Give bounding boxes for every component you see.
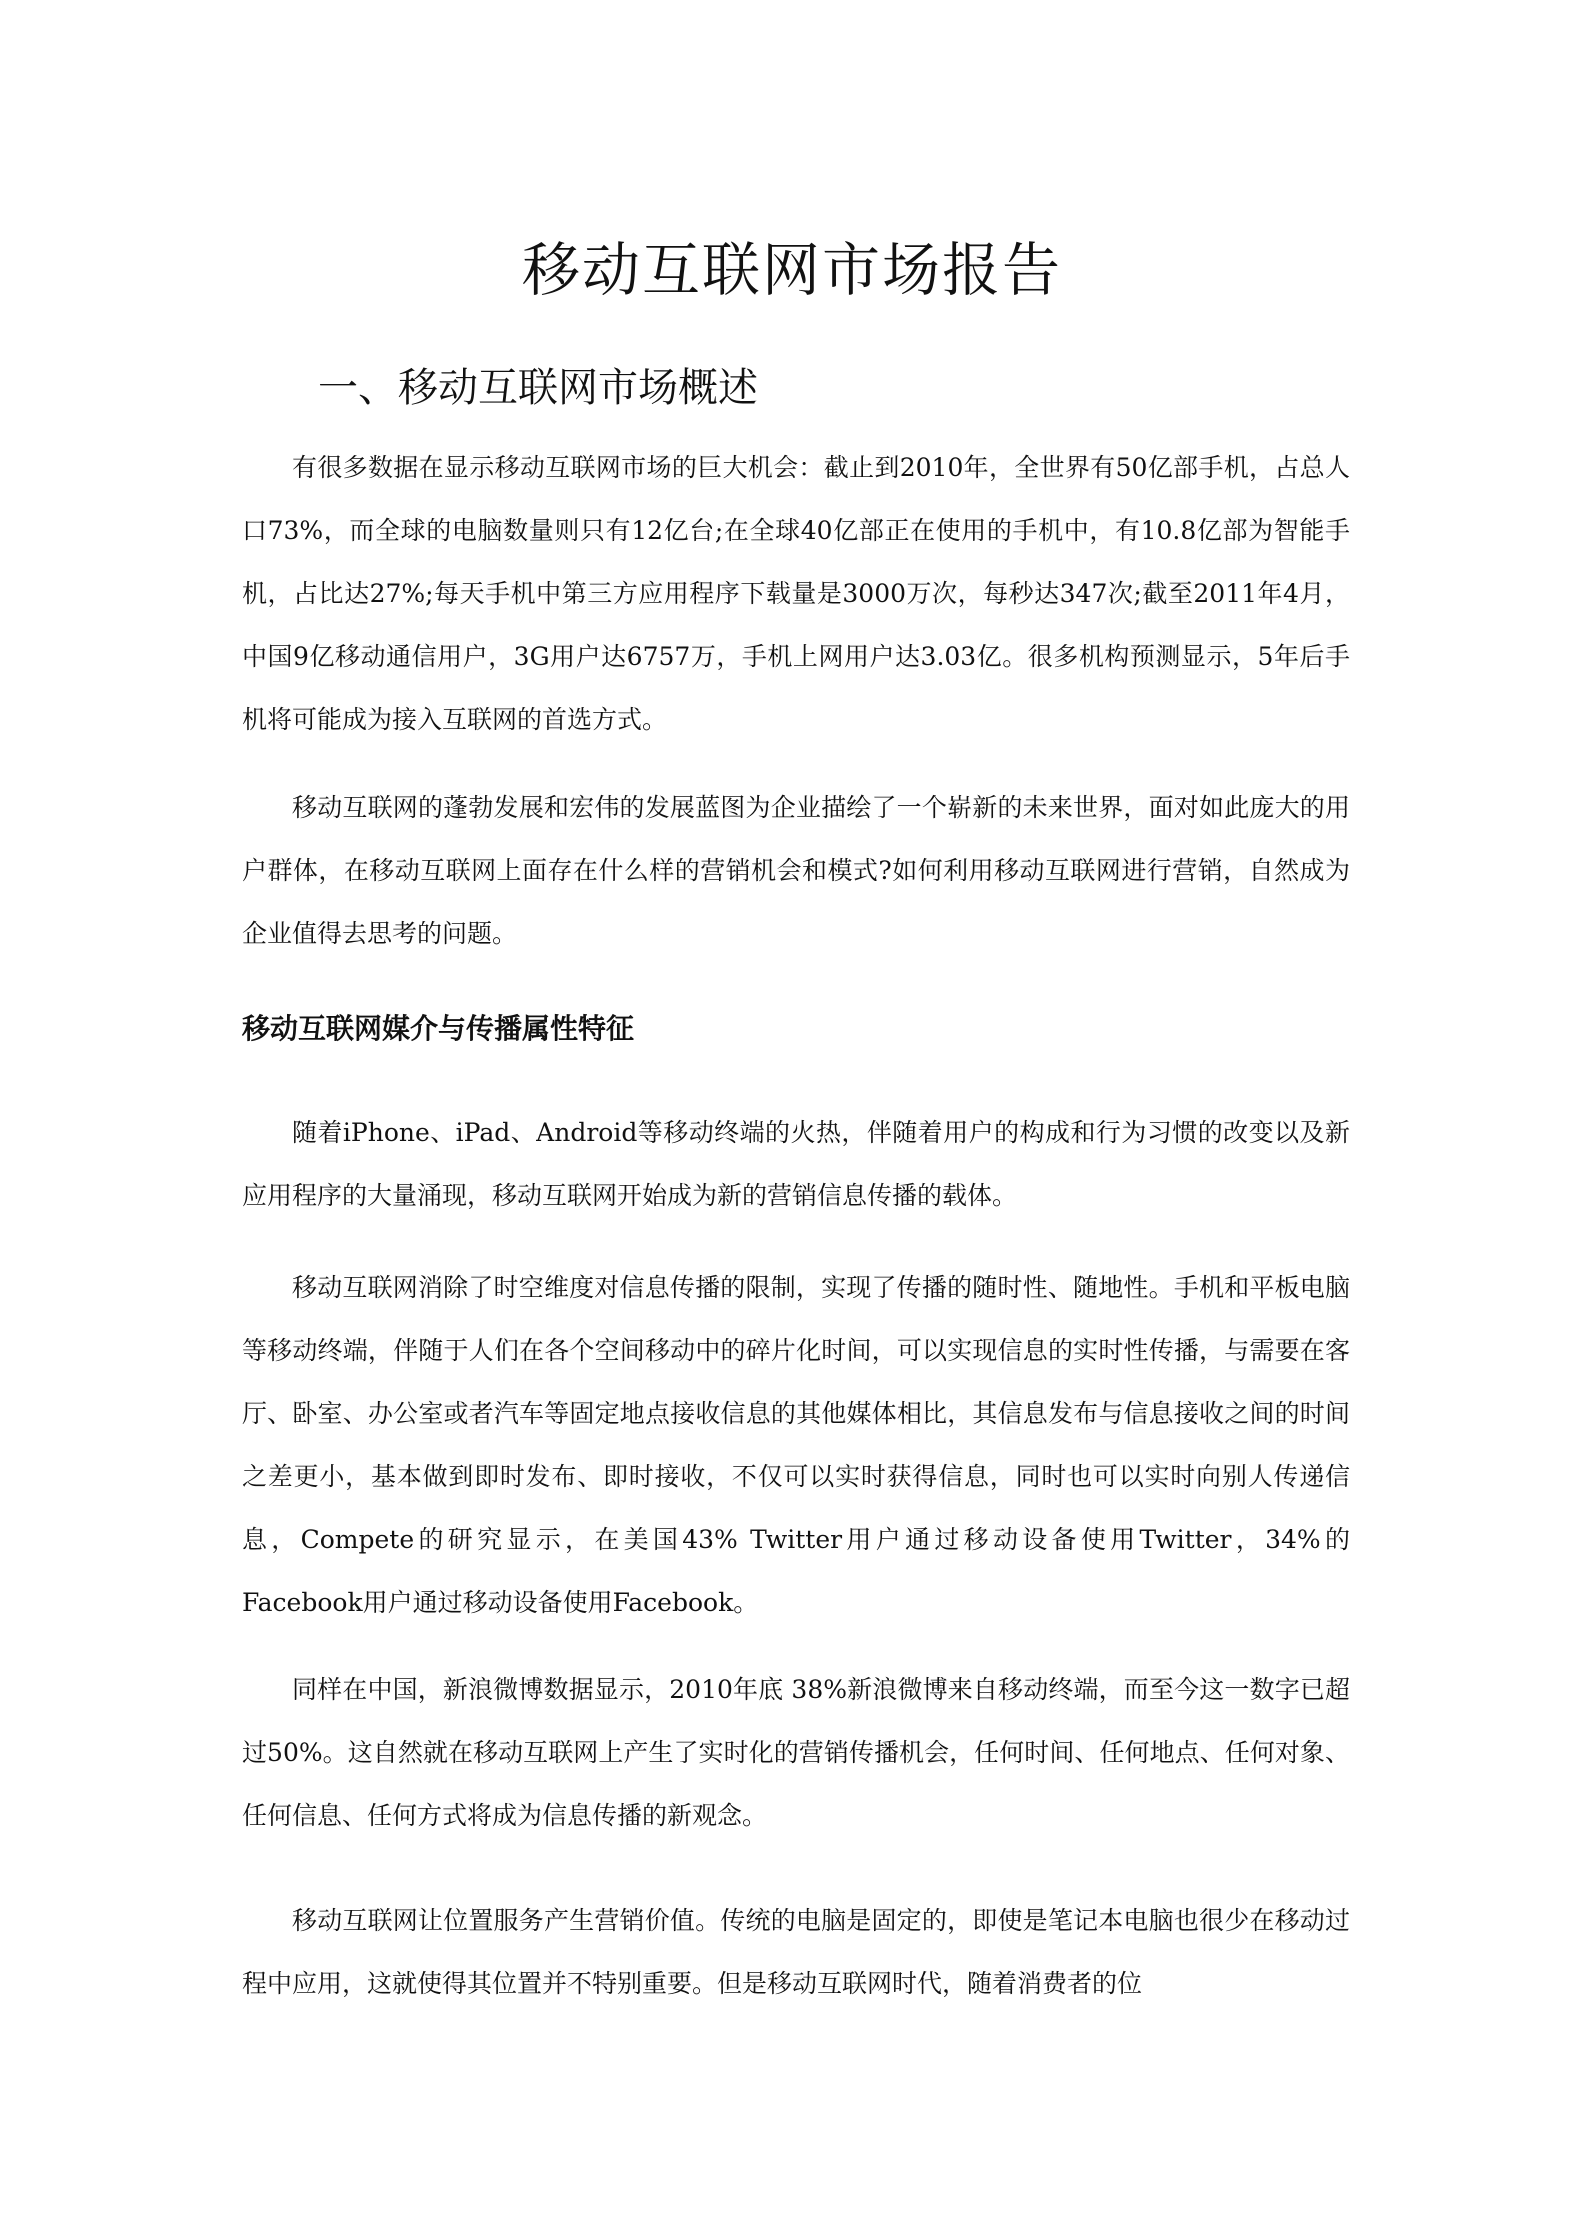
paragraph-china-weibo: 同样在中国，新浪微博数据显示，2010年底 38%新浪微博来自移动终端，而至今这一数字已超过50%。这自然就在移动互联网上产生了实时化的营销传播机会，任何时间、任何地点、任何对象、任何信息、任何方式将成为信息传播的新观念。 xyxy=(242,1675,1350,1830)
subheading-media-attributes: 移动互联网媒介与传播属性特征 xyxy=(242,1012,635,1045)
section-heading: 一、移动互联网市场概述 xyxy=(318,365,758,411)
paragraph-marketing-question: 移动互联网的蓬勃发展和宏伟的发展蓝图为企业描绘了一个崭新的未来世界，面对如此庞大的用户群体，在移动互联网上面存在什么样的营销机会和模式?如何利用移动互联网进行营销，自然成为企业值得去思考的问题。 xyxy=(242,793,1350,948)
paragraph-realtime-spread: 移动互联网消除了时空维度对信息传播的限制，实现了传播的随时性、随地性。手机和平板电脑等移动终端，伴随于人们在各个空间移动中的碎片化时间，可以实现信息的实时性传播，与需要在客厅、卧室、办公室或者汽车等固定地点接收信息的其他媒体相比，其信息发布与信息接收之间的时间之差更小，基本做到即时发布、即时接收，不仅可以实时获得信息，同时也可以实时向别人传递信息，Compete的研究显示，在美国43% Twitter用户通过移动设备使用Twitter，34%的Facebook用户通过移动设备使用Facebook。 xyxy=(242,1273,1350,1617)
document-title: 移动互联网市场报告 xyxy=(521,236,1062,304)
paragraph-mobile-terminals: 随着iPhone、iPad、Android等移动终端的火热，伴随着用户的构成和行为习惯的改变以及新应用程序的大量涌现，移动互联网开始成为新的营销信息传播的载体。 xyxy=(242,1118,1350,1210)
paragraph-location-services: 移动互联网让位置服务产生营销价值。传统的电脑是固定的，即使是笔记本电脑也很少在移动过程中应用，这就使得其位置并不特别重要。但是移动互联网时代，随着消费者的位 xyxy=(242,1906,1350,1998)
paragraph-market-data: 有很多数据在显示移动互联网市场的巨大机会：截止到2010年，全世界有50亿部手机，占总人口73%，而全球的电脑数量则只有12亿台;在全球40亿部正在使用的手机中，有10.8亿部为智能手机，占比达27%;每天手机中第三方应用程序下载量是3000万次，每秒达347次;截至2011年4月，中国9亿移动通信用户，3G用户达6757万，手机上网用户达3.03亿。很多机构预测显示，5年后手机将可能成为接入互联网的首选方式。 xyxy=(242,453,1350,734)
